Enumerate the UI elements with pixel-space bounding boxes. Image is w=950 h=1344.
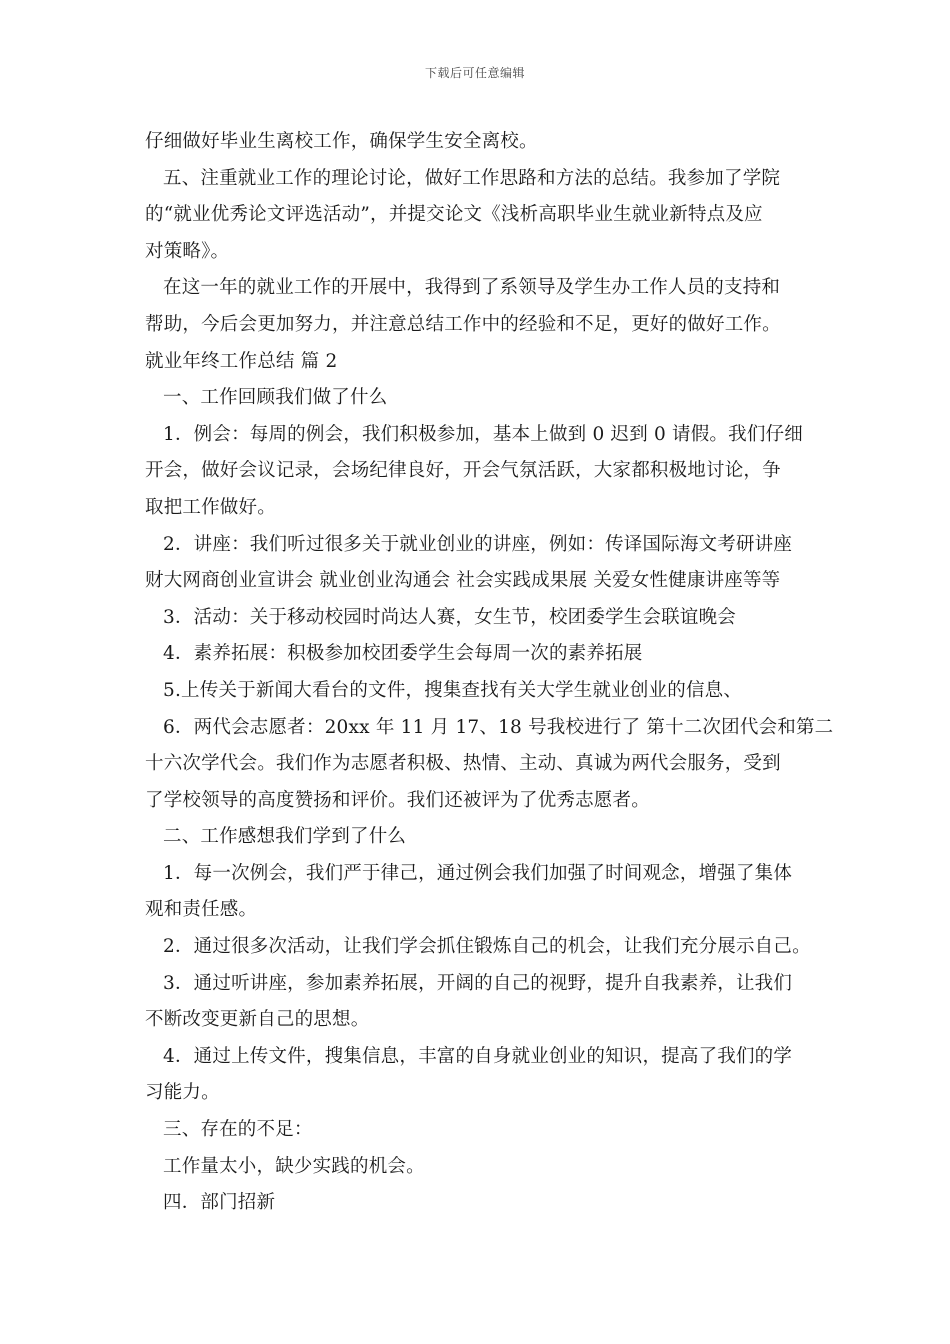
text-line: 3．活动：关于移动校园时尚达人赛，女生节，校团委学生会联谊晚会 [163, 606, 736, 628]
heading-line: 三、存在的不足： [163, 1119, 313, 1141]
heading-line: 二、工作感想我们学到了什么 [163, 826, 407, 848]
text-line: 2．讲座：我们听过很多关于就业创业的讲座，例如：传译国际海文考研讲座 [163, 533, 793, 555]
heading-line: 一、工作回顾我们做了什么 [163, 387, 388, 409]
text-line: 习能力。 [145, 1082, 220, 1104]
text-line: 帮助，今后会更加努力，并注意总结工作中的经验和不足，更好的做好工作。 [145, 313, 781, 335]
text-line: 3．通过听讲座，参加素养拓展，开阔的自己的视野，提升自我素养，让我们 [163, 972, 793, 994]
text-line: 1．每一次例会，我们严于律己，通过例会我们加强了时间观念，增强了集体 [163, 862, 793, 884]
text-line: 4．通过上传文件，搜集信息，丰富的自身就业创业的知识，提高了我们的学 [163, 1045, 793, 1067]
text-line: 对策略》。 [145, 240, 230, 262]
text-line: 财大网商创业宣讲会 就业创业沟通会 社会实践成果展 关爱女性健康讲座等等 [145, 570, 781, 592]
text-line: 2．通过很多次活动，让我们学会抓住锻炼自己的机会，让我们充分展示自己。 [163, 936, 811, 958]
text-line: 观和责任感。 [145, 899, 258, 921]
text-line: 6．两代会志愿者：20xx 年 11 月 17、18 号我校进行了 第十二次团代会和第二 [163, 716, 834, 738]
document-body [145, 124, 834, 1222]
text-line: 的“就业优秀论文评选活动”，并提交论文《浅析高职毕业生就业新特点及应 [145, 204, 763, 226]
page-header: 下载后可任意编辑 [424, 66, 525, 80]
text-line: 不断改变更新自己的思想。 [145, 1009, 370, 1031]
text-line: 4．素养拓展：积极参加校团委学生会每周一次的素养拓展 [163, 643, 643, 665]
text-line: 了学校领导的高度赞扬和评价。我们还被评为了优秀志愿者。 [145, 789, 650, 811]
text-line: 五、注重就业工作的理论讨论，做好工作思路和方法的总结。我参加了学院 [163, 167, 781, 189]
text-line: 开会，做好会议记录，会场纪律良好，开会气氛活跃，大家都积极地讨论，争 [145, 460, 781, 482]
text-line: 在这一年的就业工作的开展中，我得到了系领导及学生办工作人员的支持和 [163, 277, 781, 299]
text-line: 取把工作做好。 [145, 496, 276, 518]
section-title: 就业年终工作总结 篇 2 [145, 350, 338, 372]
text-line: 5.上传关于新闻大看台的文件，搜集查找有关大学生就业创业的信息、 [163, 679, 743, 701]
text-line: 十六次学代会。我们作为志愿者积极、热情、主动、真诚为两代会服务，受到 [145, 753, 781, 775]
text-line: 仔细做好毕业生离校工作，确保学生安全离校。 [145, 131, 538, 152]
text-line: 工作量太小，缺少实践的机会。 [163, 1155, 425, 1177]
text-line: 1．例会：每周的例会，我们积极参加，基本上做到 0 迟到 0 请假。我们仔细 [163, 423, 803, 445]
heading-line: 四．部门招新 [163, 1192, 276, 1214]
